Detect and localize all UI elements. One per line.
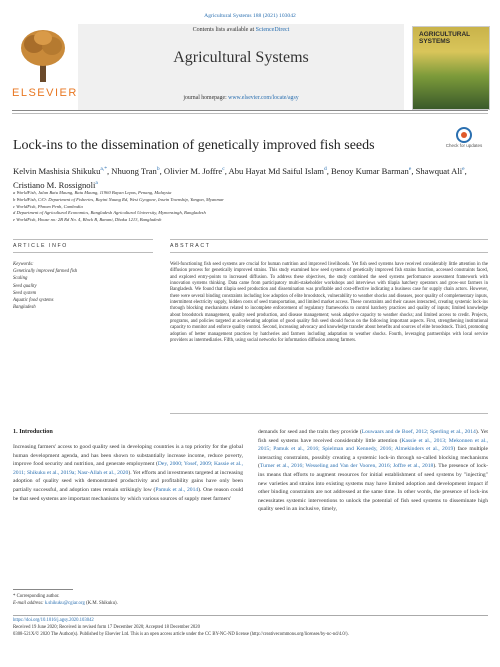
affiliation: c WorldFish, Phnom Penh, Cambodia xyxy=(13,203,83,209)
keyword: Seed quality xyxy=(13,283,37,289)
header-rule xyxy=(12,110,488,111)
author[interactable]: Cristiano M. Rossignoli$^a$ xyxy=(13,179,98,190)
homepage-link[interactable]: www.elsevier.com/locate/agsy xyxy=(228,95,299,101)
body-column-right xyxy=(258,428,488,514)
keyword: Seed system xyxy=(13,290,37,296)
keyword: Genetically improved farmed fish xyxy=(13,269,78,275)
sciencedirect-link[interactable]: ScienceDirect xyxy=(255,27,290,33)
body-text: ). Yet efforts and investments targeted at increasing adoption of quality seed with demonstrated productivity and profitability gains have only been partially successful, and adoption rates remain strikingly low ( xyxy=(13,469,244,493)
affiliation: e WorldFish, House no: 2B Rd No. 4, Block B, Banani, Dhaka 1213, Bangladesh xyxy=(13,217,162,223)
divider xyxy=(13,252,153,253)
author[interactable]: Nhuong Tran$^b$ xyxy=(111,165,160,176)
journal-header xyxy=(12,24,488,110)
citation-link[interactable]: Dey, 2000; Yosef, 2009; Kassie et al., 2011; Shikuku et al., 2019a; Nasr-Allah et al., 2020 xyxy=(13,461,243,476)
contents-line xyxy=(78,27,404,33)
divider xyxy=(170,252,488,253)
keywords-heading: Keywords: xyxy=(13,262,34,267)
body-text: ). One reason could be that seed systems are important mechanisms by which various sources of supply meet farmers' xyxy=(13,486,243,502)
header-rule-thin xyxy=(12,113,488,114)
doi-link[interactable]: https://doi.org/10.1016/j.agsy.2020.103042 xyxy=(13,618,94,623)
body-text: Increasing farmers' access to good quality seed in developing countries is a top priority for the global human development agenda, and has been shown to substantially increase income, reduce poverty, improve food security and nutrition, and generate employment ( xyxy=(13,444,243,468)
check-updates-label: Check for updates xyxy=(445,143,483,148)
keyword: Bangladesh xyxy=(13,305,36,311)
article-info-heading: ARTICLE INFO xyxy=(13,243,68,249)
body-text: ) face multiple interacting constraints, possibly creating a systemic lock-in through so-called blocking mechanisms ( xyxy=(258,446,488,470)
elsevier-logo[interactable] xyxy=(12,24,78,104)
email-label: E-mail address: xyxy=(13,601,44,606)
tree-icon xyxy=(18,28,68,84)
keyword: Aquatic food systems xyxy=(13,298,54,304)
body-text: demands for seed and the traits they provide ( xyxy=(258,429,362,435)
divider xyxy=(13,239,153,240)
divider xyxy=(170,239,488,240)
email-link[interactable]: k.shikuku@cgiar.org xyxy=(44,601,85,606)
section-heading-introduction: 1. Introduction xyxy=(13,428,53,435)
footer-rule xyxy=(13,615,488,616)
article-footer xyxy=(13,617,488,638)
affiliation: d Department of Agricultural Economics, Bangladesh Agricultural University, Mymensingh, Bangladesh xyxy=(13,210,206,216)
keyword: Scaling xyxy=(13,276,28,282)
license-statement[interactable]: 0308-521X/© 2020 The Author(s). Published by Elsevier Ltd. This is an open access article under the CC BY-NC-ND license (http://creativecommons.org/licenses/by-nc-nd/4.0/). xyxy=(13,632,349,637)
article-title: Lock-ins to the dissemination of genetically improved fish seeds xyxy=(13,138,375,153)
footnote-label: Corresponding author. xyxy=(16,594,60,599)
homepage-line xyxy=(78,95,404,101)
keywords-block xyxy=(13,261,151,311)
affiliation: b WorldFish, C/O: Department of Fisheries, Bayint Naung Rd, West Gyogone, Insein Township, Yangon, Myanmar xyxy=(13,196,224,202)
journal-reference[interactable]: Agricultural Systems 188 (2021) 103042 xyxy=(204,13,296,19)
author[interactable]: Kelvin Mashisia Shikuku$^{a,*}$ xyxy=(13,165,107,176)
body-text: ). Yet fish seed systems have received considerably little attention ( xyxy=(258,429,488,444)
email-owner: (K.M. Shikuku). xyxy=(86,601,118,606)
author[interactable]: Olivier M. Joffre$^c$ xyxy=(163,165,225,176)
footnote-rule xyxy=(13,589,73,590)
affiliations xyxy=(13,190,483,224)
body-text: ). The presence of lock-ins means that efforts to augment resources for initial establishment of seed systems by "injecting" new varieties and strains into existing systems may have limited adoption and development impact if other binding constraints are not addressed at the same time. In other words, the presence of lock-ins necessitates systemic interventions to unlock the potential of fish seed systems to disseminate high quality seed in an inclusive, timely, xyxy=(258,463,489,513)
author[interactable]: Benoy Kumar Barman$^e$ xyxy=(331,165,412,176)
article-dates: Received 19 June 2020; Received in revised form 17 December 2020; Accepted 18 December 2020 xyxy=(13,625,200,630)
footnote xyxy=(13,593,253,607)
check-updates-button[interactable] xyxy=(444,127,484,155)
publisher-name: ELSEVIER xyxy=(12,87,78,99)
abstract-text: Well-functioning fish seed systems are crucial for human nutrition and improved livelihoods. Yet fish seed systems have received considerably little attention in the diffusion process for genetically improved strains. This study examined how seed systems of genetically improved fish strains function, accessed constraints faced, and explored entry-points to increased diffusion. To address these objectives, the study combined the seed systems performance assessment framework with innovation systems thinking. Data came from participatory multi-stakeholder workshops and interviews with tilapia hatchery operators and grow-out farmers in Bangladesh. We found that tilapia seed production and dissemination was profitable and cost-effective indicating a business case for supply chain actors. However, there were several binding constraints including low adoption of elite broodstock, vulnerability to weather shocks and diseases, poor quality of complementary inputs, intermittent electricity supply, hidden costs of seed transportation, and limited market access. These constraints and their causes interacted, creating systemic lock-ins through blocking mechanisms related to incomplete enforcement of regulatory frameworks to control hatchery practices and quality of inputs; limited knowledge about broodstock management, quality seed production, and disease management; weak adaptive capacity to weather shocks; and limited access to credit. Projects, programs, and policies targeted at accelerating adoption of good quality fish seed should focus on the following important aspects. First, strengthening institutional capacity to monitor and enforce quality control. Second, increasing advocacy and knowledge transfer about benefits and sources of elite broodstock. Third, promoting adoption of better management practices by hatcheries and farmers including adaptation to weather shocks. Fourth, leveraging partnerships with local service providers as intermediaries. Fifth, using social networks for information diffusion among farmers. xyxy=(170,262,488,344)
citation-link[interactable]: Pamuk et al., 2014 xyxy=(155,486,199,493)
cover-title: AGRICULTURAL SYSTEMS xyxy=(419,31,471,45)
affiliation: a WorldFish, Jalan Batu Maung, Batu Maung, 11960 Bayan Lepas, Penang, Malaysia xyxy=(13,190,172,195)
author[interactable]: Abu Hayat Md Saiful Islam$^d$ xyxy=(228,165,327,176)
abstract-heading: ABSTRACT xyxy=(170,243,211,249)
crossmark-icon xyxy=(456,127,472,143)
divider xyxy=(170,413,488,414)
footnote-mark: * xyxy=(13,594,16,599)
journal-banner xyxy=(78,24,404,110)
author[interactable]: Shawquat Ali$^e$ xyxy=(415,165,465,176)
body-column-left xyxy=(13,443,243,503)
author-list: Kelvin Mashisia Shikuku$^{a,*}$, Nhuong Tran$^b$, Olivier M. Joffre$^c$, Abu Hayat Md Saiful Islam$^d$, Benoy Kumar Barman$^e$, Shawquat Ali$^e$, Cristiano M. Rossignoli$^a$ xyxy=(13,165,467,190)
contents-prefix: Contents lists available at xyxy=(192,27,255,33)
citation-link[interactable]: Turner et al., 2016; Wesseling and Van der Vooren, 2016; Joffre et al., 2018 xyxy=(259,463,434,470)
journal-name: Agricultural Systems xyxy=(173,49,309,66)
journal-cover-image[interactable] xyxy=(412,26,490,110)
citation-link[interactable]: Louwaars and de Boef, 2012; Sperling et al., 2014 xyxy=(361,429,476,435)
homepage-prefix: journal homepage: xyxy=(183,95,227,101)
citation-link[interactable]: Kassie et al., 2013; Mekonnen et al., 2015; Pamuk et al., 2016; Spielman and Kennedy, 2016; Almekinders et al., 2019 xyxy=(258,437,488,453)
